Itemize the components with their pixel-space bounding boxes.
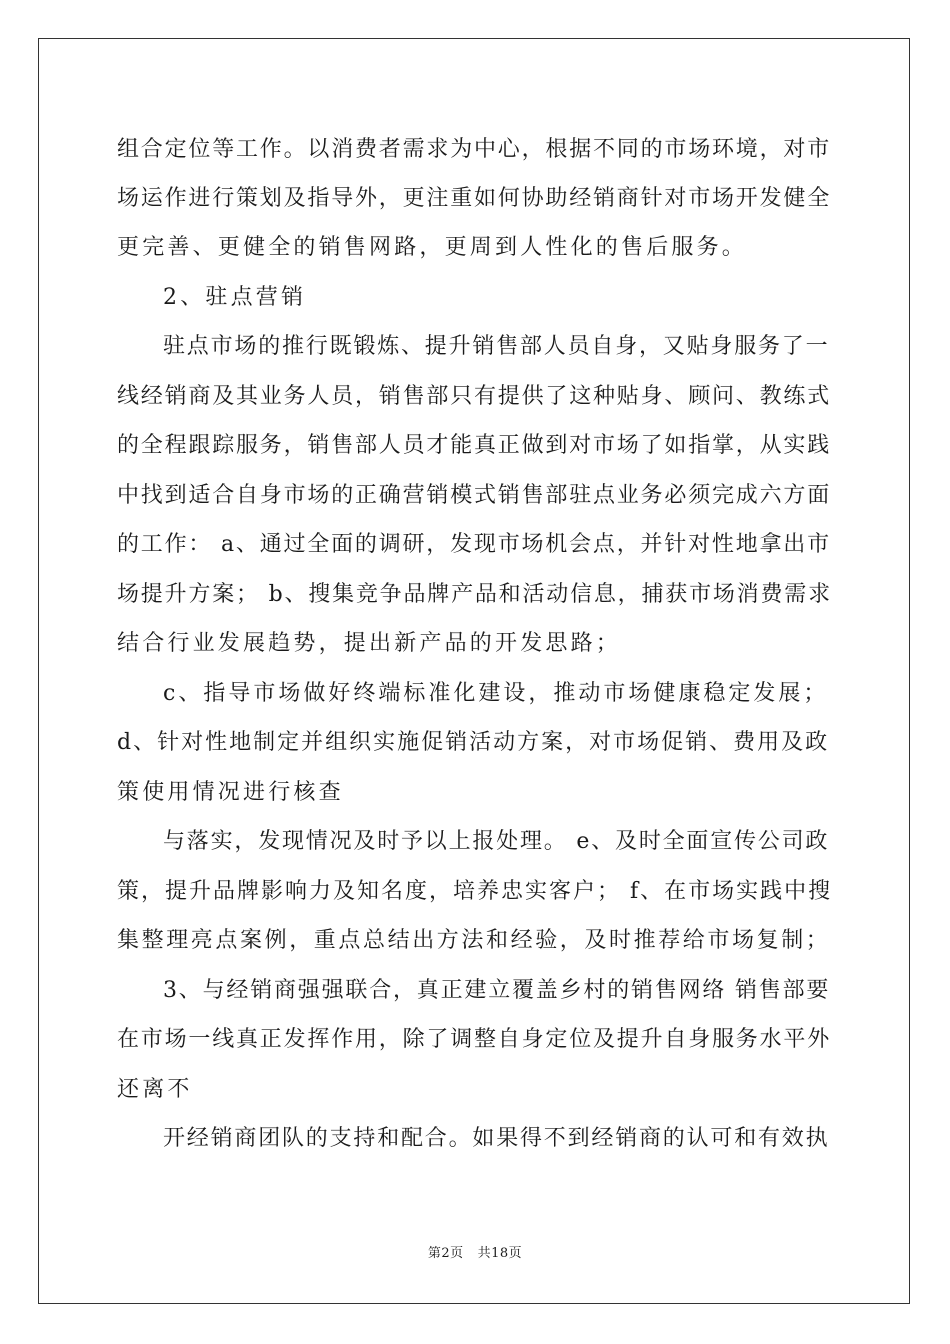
text-line: 还离不 xyxy=(117,1077,193,1102)
text-line: 场提升方案； b、搜集竞争品牌产品和活动信息，捕获市场消费需求 xyxy=(117,582,832,607)
page-border xyxy=(38,38,910,1304)
text-line: 组合定位等工作。以消费者需求为中心，根据不同的市场环境，对市 xyxy=(117,137,832,162)
text-line: 与落实，发现情况及时予以上报处理。 e、及时全面宣传公司政 xyxy=(163,829,830,854)
text-line: 策，提升品牌影响力及知名度，培养忠实客户； f、在市场实践中搜 xyxy=(117,879,833,904)
page-footer xyxy=(0,1245,950,1263)
page-number: 第2页 xyxy=(427,1246,464,1261)
section-heading: 2、驻点营销 xyxy=(163,285,307,310)
text-line: 线经销商及其业务人员，销售部只有提供了这种贴身、顾问、教练式 xyxy=(117,384,832,409)
text-line: 在市场一线真正发挥作用，除了调整自身定位及提升自身服务水平外 xyxy=(117,1027,832,1052)
section-heading: 3、与经销商强强联合，真正建立覆盖乡村的销售网络 销售部要 xyxy=(163,978,831,1003)
page-total: 共18页 xyxy=(477,1246,523,1261)
text-line: c、指导市场做好终端标准化建设，推动市场健康稳定发展； xyxy=(163,681,829,706)
text-line: 开经销商团队的支持和配合。如果得不到经销商的认可和有效执 xyxy=(163,1126,830,1151)
text-line: 驻点市场的推行既锻炼、提升销售部人员自身，又贴身服务了一 xyxy=(163,334,830,359)
text-line: 策使用情况进行核查 xyxy=(117,780,344,805)
text-line: 场运作进行策划及指导外，更注重如何协助经销商针对市场开发健全 xyxy=(117,186,832,211)
text-line: 的工作： a、通过全面的调研，发现市场机会点，并针对性地拿出市 xyxy=(117,532,831,557)
text-line: d、针对性地制定并组织实施促销活动方案，对市场促销、费用及政 xyxy=(117,730,830,755)
text-line: 更完善、更健全的销售网路，更周到人性化的售后服务。 xyxy=(117,235,748,260)
text-line: 的全程跟踪服务，销售部人员才能真正做到对市场了如指掌，从实践 xyxy=(117,433,832,458)
text-line: 中找到适合自身市场的正确营销模式销售部驻点业务必须完成六方面 xyxy=(117,483,832,508)
text-line: 集整理亮点案例，重点总结出方法和经验，及时推荐给市场复制； xyxy=(117,928,831,953)
text-line: 结合行业发展趋势，提出新产品的开发思路； xyxy=(117,631,622,656)
